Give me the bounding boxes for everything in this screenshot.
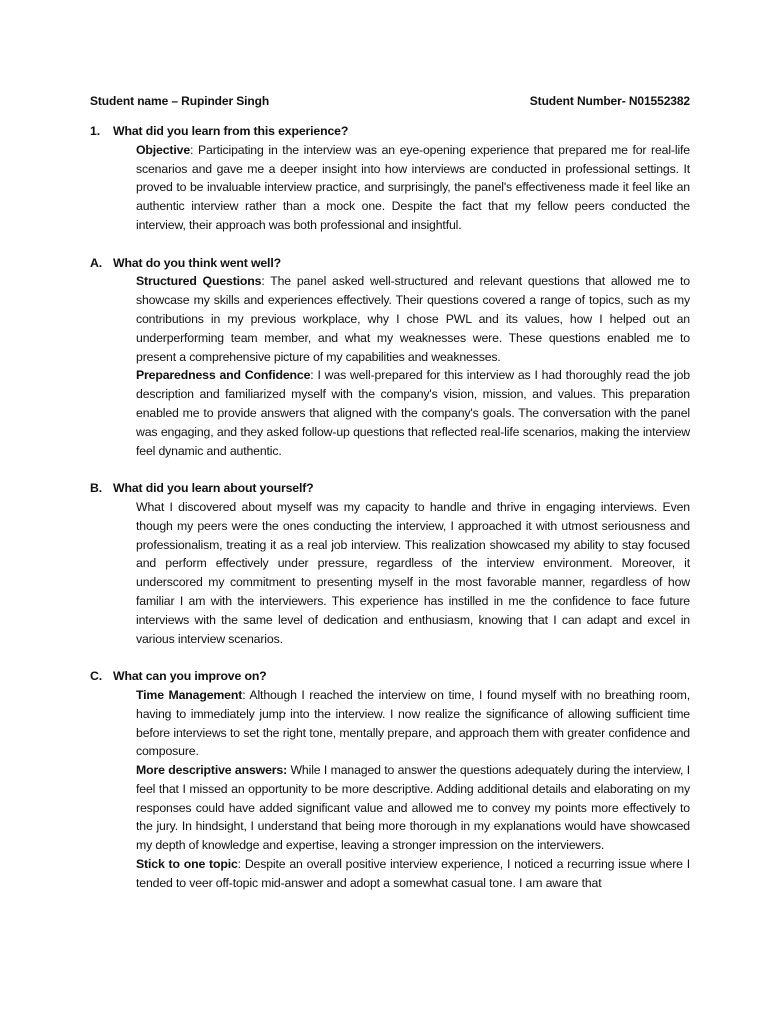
paragraph-text: What I discovered about myself was my capacity to handle and thrive in engaging interviews. Even though my peers were the ones conducting the interview, I approached it with utmost seriousness and professionalism, treating it as a real job interview. This realization showcased my ability to stay focused and perform effectively under pressure, regardless of the interview environment. Moreover, it underscored my commitment to presenting myself in the most favorable manner, regardless of how familiar I am with the interviewers. This experience has instilled in me the confidence to face future interviews with the same level of dedication and enthusiasm, knowing that I can adapt and excel in various interview scenarios. — [136, 499, 690, 646]
paragraph-text: : Despite an overall positive interview experience, I noticed a recurring issue where I tended to veer off-topic mid-answer and adopt a somewhat casual tone. I am aware that — [136, 857, 690, 890]
paragraph-text: : Participating in the interview was an eye-opening experience that prepared me for real-life scenarios and gave me a deeper insight into how interviews are conducted in professional settings. It proved to be invaluable interview practice, and surprisingly, the panel's effectiveness made it feel like an authentic interview rather than a mock one. Despite the fact that my fellow peers conducted the interview, their approach was both professional and insightful. — [136, 142, 690, 232]
section-improve — [90, 667, 690, 893]
question-heading — [90, 667, 690, 686]
paragraph-term: Preparedness and Confidence — [136, 368, 311, 383]
section-about-yourself — [90, 479, 690, 648]
question-number: C. — [90, 669, 102, 684]
answer-paragraph — [136, 272, 690, 366]
answer-body — [136, 272, 690, 460]
paragraph-term: More descriptive answers: — [136, 763, 288, 778]
question-text: What did you learn about yourself? — [113, 481, 314, 496]
question-text: What do you think went well? — [113, 255, 281, 270]
paragraph-text: While I managed to answer the questions adequately during the interview, I feel that I missed an opportunity to be more descriptive. Adding additional details and elaborating on my responses could have added significant value and allowed me to convey my points more effectively to the jury. In hindsight, I understand that being more thorough in my explanations would have showcased my depth of knowledge and expertise, leaving a stronger impression on the interviewers. — [136, 763, 690, 853]
section-learning — [90, 122, 690, 235]
document-header — [90, 94, 690, 108]
answer-body — [136, 498, 690, 648]
answer-body — [136, 141, 690, 235]
student-name: Student name – Rupinder Singh — [90, 94, 270, 108]
answer-paragraph — [136, 855, 690, 893]
paragraph-text: : Although I reached the interview on time, I found myself with no breathing room, having to immediately jump into the interview. I now realize the significance of allowing sufficient time before interviews to set the right tone, mentally prepare, and approach them with greater confidence and composure. — [136, 687, 690, 759]
answer-paragraph — [136, 366, 690, 460]
question-number: 1. — [90, 124, 100, 138]
question-number: A. — [90, 255, 102, 270]
paragraph-term: Stick to one topic — [136, 857, 238, 872]
answer-body — [136, 686, 690, 893]
paragraph-text: : I was well-prepared for this interview as I had thoroughly read the job description and familiarized myself with the company's vision, mission, and values. This preparation enabled me to provide answers that aligned with the company's goals. The conversation with the panel was engaging, and they asked follow-up questions that reflected real-life scenarios, making the interview feel dynamic and authentic. — [136, 368, 690, 458]
answer-paragraph — [136, 761, 690, 855]
answer-paragraph — [136, 141, 690, 235]
question-text: What can you improve on? — [113, 669, 267, 684]
paragraph-term: Objective — [136, 142, 191, 157]
student-number: Student Number- N01552382 — [529, 94, 690, 108]
question-heading — [90, 479, 690, 498]
paragraph-term: Structured Questions — [136, 274, 262, 289]
question-number: B. — [90, 481, 102, 496]
question-heading — [90, 122, 690, 141]
paragraph-text: : The panel asked well-structured and relevant questions that allowed me to showcase my skills and experiences effectively. Their questions covered a range of topics, such as my contributions in my previous workplace, why I chose PWL and its values, how I helped out an underperforming team member, and what my weaknesses were. These questions enabled me to present a comprehensive picture of my capabilities and weaknesses. — [136, 274, 690, 364]
document-body — [90, 122, 690, 893]
answer-paragraph — [136, 498, 690, 648]
question-text: What did you learn from this experience? — [113, 124, 349, 138]
section-went-well — [90, 254, 690, 461]
paragraph-term: Time Management — [136, 687, 243, 702]
answer-paragraph — [136, 686, 690, 761]
question-heading — [90, 254, 690, 273]
